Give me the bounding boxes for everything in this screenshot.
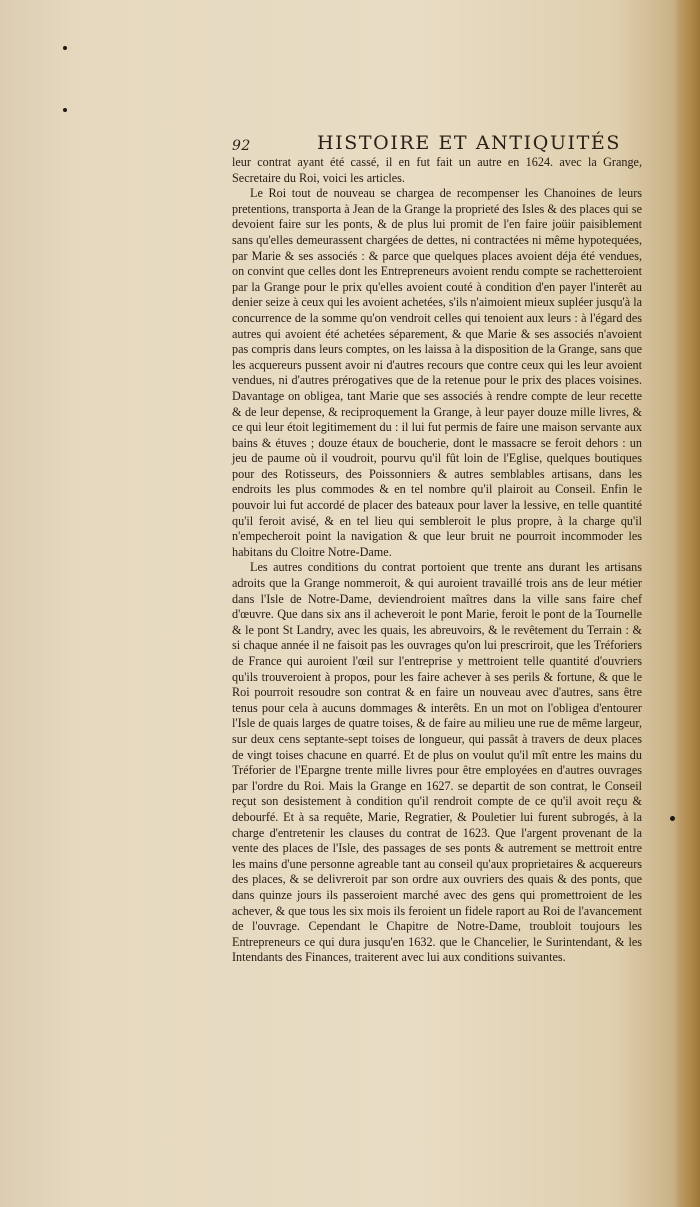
paragraph: Les autres conditions du contrat portoient que trente ans durant les artisans adroits que la Grange nommeroit, & qui auroient travaillé trois ans de leur métier dans l'Isle de Notre-Dame, deviendroient maîtres dans la ville sans faire chef d'œuvre. Que dans six ans il acheveroit le pont Marie, feroit le pont de la Tournelle & le pont St Landry, avec les quais, les abreuvoirs, & le revêtement du Terrain : & si chaque année il ne faisoit pas les ouvrages qu'on lui prescriroit, que les Tréforiers de France qui auroient l'œil sur l'entreprise y mettroient telle quantité d'ouvriers qu'ils trouveroient à propos, pour les faire achever à ses perils & fortune, & que le Roi pourroit resoudre son contrat & en faire un nouveau avec d'autres, sans être tenus pour cela à aucuns dommages & interêts. En un mot on l'obligea d'entourer l'Isle de quais larges de quatre toises, & de faire au milieu une rue de même largeur, sur deux cens septante-sept toises de longueur, qui passât à travers de deux places de vingt toises chacune en quarré. Et de plus on voulut qu'il mît entre les mains du Tréforier de l'Epargne trente mille livres pour être employées en d'autres ouvrages par l'ordre du Roi. Mais la Grange en 1627. se departit de son contrat, le Conseil reçut son desistement à condition qu'il rendroit compte de ce qu'il avoit reçu & debourfé. Et à sa requête, Marie, Regratier, & Pouletier lui furent subrogés, à la charge d'entretenir les clauses du contrat de 1623. Que l'argent provenant de la vente des places de l'Isle, des passages de ses ponts & autrement se mettroit entre les mains d'une personne agreable tant au conseil qu'aux proprietaires & acquereurs des places, & se delivreroit par son ordre aux ouvriers des quais & des ponts, que dans quinze jours ils passeroient marché avec des gens qui promettroient de les achever, & que tous les six mois ils feroient un fidele raport au Roi de l'avancement de l'ouvrage. Cependant le Chapitre de Notre-Dame, troubloit toujours les Entrepreneurs ce qui dura jusqu'en 1632. que le Chancelier, le Surintendant, & les Intendants des Finances, traiterent avec lui aux conditions suivantes. (232, 560, 642, 965)
body-text (232, 155, 642, 966)
page-number: 92 (232, 138, 251, 154)
paragraph: leur contrat ayant été cassé, il en fut fait un autre en 1624. avec la Grange, Secretaire du Roi, voici les articles. (232, 155, 642, 185)
ink-spot (63, 108, 67, 112)
ink-spot (670, 816, 675, 821)
page-edge-shadow (674, 0, 700, 1207)
paragraph: Le Roi tout de nouveau se chargea de recompenser les Chanoines de leurs pretentions, transporta à Jean de la Grange la proprieté des Isles & des places qui se devoient faire sur les ponts, & de plus lui promit de l'en faire joüir paisiblement sans qu'elles demeurassent chargées de dettes, ni contractées ni même hypotequées, par Marie & ses associés : & parce que quelques places avoient déja été vendues, on convint que celles dont les Entrepreneurs avoient rendu compte se rachetteroient par la Grange pour le prix qu'elles avoient couté à condition d'en payer l'interêt au denier seize à ceux qui les avoient achetées, s'ils n'aimoient mieux supléer jusqu'à la concurrence de la somme qu'on vendroit celles qui tenoient aux leurs : à l'égard des autres qui avoient été achetées séparement, & que Marie & ses associés n'avoient pas compris dans leurs comptes, on les laissa à la disposition de la Grange, sans que les acquereurs pussent avoir ni d'autres recours que contre ceux qui les leur avoient vendues, ni d'autres prérogatives que de la retenue pour le prix des places voisines. Davantage on obligea, tant Marie que ses associés à rendre compte de leur recette & de leur depense, & reciproquement la Grange, à leur payer douze mille livres, & ce qui leur étoit legitimement du : il lui fut permis de faire une maison servante aux bains & étuves ; douze étaux de boucherie, dont le massacre se feroit dehors : un jeu de paume où il voudroit, pourvu qu'il fût loin de l'Eglise, quelques boutiques pour des Rotisseurs, des Poissonniers & autres semblables artisans, dans les endroits les plus commodes & en tel nombre qu'il plairoit au Conseil. Enfin le pouvoir lui fut accordé de placer des bateaux pour laver la lessive, en telle quantité qu'il feroit avisé, & en tel lieu qui sembleroit le plus propre, à la charge qu'il n'empecheroit point la navigation & que leur bruit ne pourroit incommoder les habitans du Cloitre Notre-Dame. (232, 186, 642, 559)
ink-spot (63, 46, 67, 50)
running-title: HISTOIRE ET ANTIQUITÉS (317, 132, 622, 154)
